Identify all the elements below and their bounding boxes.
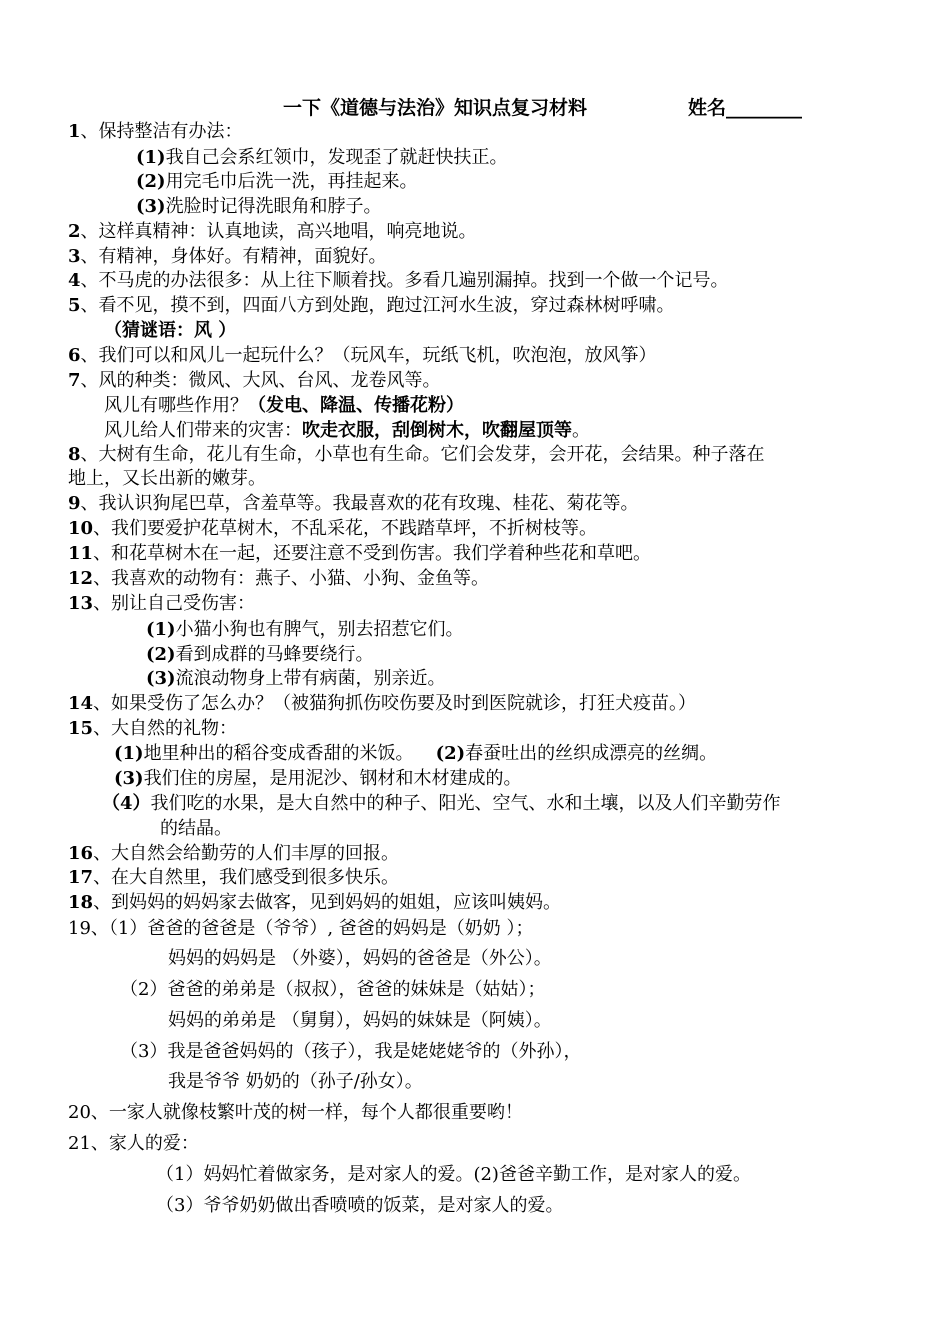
item-6: 6、我们可以和风儿一起玩什么？（玩风车，玩纸飞机，吹泡泡，放风筝）	[68, 345, 657, 366]
item-13: 13、别让自己受伤害：	[68, 593, 256, 614]
item-8: 8、大树有生命，花儿有生命，小草也有生命。它们会发芽，会开花，会结果。种子落在	[68, 444, 765, 465]
item-15-4-cont: 的结晶。	[160, 818, 232, 839]
item-19: 19、（1）爸爸的爸爸是（爷爷）, 爸爸的妈妈是（奶奶 ）；	[68, 918, 534, 939]
item-4: 4、不马虎的办法很多：从上往下顺着找。多看几遍别漏掉。找到一个做一个记号。	[68, 270, 729, 291]
page-title: 一下《道德与法治》知识点复习材料	[283, 97, 588, 119]
item-1: 1、保持整洁有办法：	[68, 121, 243, 142]
item-19-3: （3）我是爸爸妈妈的（孩子），我是姥姥姥爷的（外孙），	[120, 1041, 582, 1062]
item-15-4: （4）我们吃的水果，是大自然中的种子、阳光、空气、水和土壤，以及人们辛勤劳作	[102, 793, 781, 814]
item-21-1-2: （1）妈妈忙着做家务，是对家人的爱。(2)爸爸辛勤工作，是对家人的爱。	[156, 1164, 751, 1185]
item-7-disasters: 风儿给人们带来的灾害：吹走衣服，刮倒树木，吹翻屋顶等。	[104, 420, 590, 441]
item-1-1: (1)我自己会系红领巾，发现歪了就赶快扶正。	[136, 147, 508, 168]
item-19-2: （2）爸爸的弟弟是（叔叔），爸爸的妹妹是（姑姑）；	[120, 979, 546, 1000]
item-16: 16、大自然会给勤劳的人们丰厚的回报。	[68, 843, 400, 864]
item-15: 15、大自然的礼物：	[68, 718, 238, 739]
item-19-3b: 我是爷爷 奶奶的（孙子/孙女）。	[168, 1071, 423, 1092]
item-13-1: (1)小猫小狗也有脾气，别去招惹它们。	[146, 619, 464, 640]
item-10: 10、我们要爱护花草树木，不乱采花，不践踏草坪，不折树枝等。	[68, 518, 598, 539]
item-9: 9、我认识狗尾巴草，含羞草等。我最喜欢的花有玫瑰、桂花、菊花等。	[68, 493, 639, 514]
item-3: 3、有精神，身体好。有精神，面貌好。	[68, 246, 387, 267]
name-field-label: 姓名________	[688, 97, 803, 119]
item-7-uses: 风儿有哪些作用？（发电、降温、传播花粉）	[104, 395, 464, 416]
item-8-cont: 地上，又长出新的嫩芽。	[68, 468, 266, 489]
item-17: 17、在大自然里，我们感受到很多快乐。	[68, 867, 400, 888]
item-13-2: (2)看到成群的马蜂要绕行。	[146, 644, 374, 665]
item-1-3: (3)洗脸时记得洗眼角和脖子。	[136, 196, 382, 217]
item-21-3: （3）爷爷奶奶做出香喷喷的饭菜，是对家人的爱。	[156, 1195, 564, 1216]
item-18: 18、到妈妈的妈妈家去做客，见到妈妈的姐姐，应该叫姨妈。	[68, 892, 562, 913]
item-15-1-2: (1)地里种出的稻谷变成香甜的米饭。 (2)春蚕吐出的丝织成漂亮的丝绸。	[114, 743, 718, 764]
item-19-1b: 妈妈的妈妈是 （外婆），妈妈的爸爸是（外公）。	[168, 948, 552, 969]
item-5: 5、看不见，摸不到，四面八方到处跑，跑过江河水生波，穿过森林树呼啸。	[68, 295, 675, 316]
item-1-2: (2)用完毛巾后洗一洗，再挂起来。	[136, 171, 418, 192]
item-21: 21、家人的爱：	[68, 1133, 199, 1154]
item-5-riddle: （猜谜语：风 ）	[104, 320, 237, 341]
item-12: 12、我喜欢的动物有：燕子、小猫、小狗、金鱼等。	[68, 568, 490, 589]
item-19-2b: 妈妈的弟弟是 （舅舅），妈妈的妹妹是（阿姨）。	[168, 1010, 552, 1031]
item-14: 14、如果受伤了怎么办？（被猫狗抓伤咬伤要及时到医院就诊，打狂犬疫苗。）	[68, 693, 697, 714]
item-13-3: (3)流浪动物身上带有病菌，别亲近。	[146, 668, 446, 689]
item-15-3: (3)我们住的房屋，是用泥沙、钢材和木材建成的。	[114, 768, 522, 789]
item-11: 11、和花草树木在一起，还要注意不受到伤害。我们学着种些花和草吧。	[68, 543, 652, 564]
item-20: 20、一家人就像枝繁叶茂的树一样，每个人都很重要哟！	[68, 1102, 523, 1123]
item-7: 7、风的种类：微风、大风、台风、龙卷风等。	[68, 370, 441, 391]
item-2: 2、这样真精神：认真地读，高兴地唱，响亮地说。	[68, 221, 477, 242]
